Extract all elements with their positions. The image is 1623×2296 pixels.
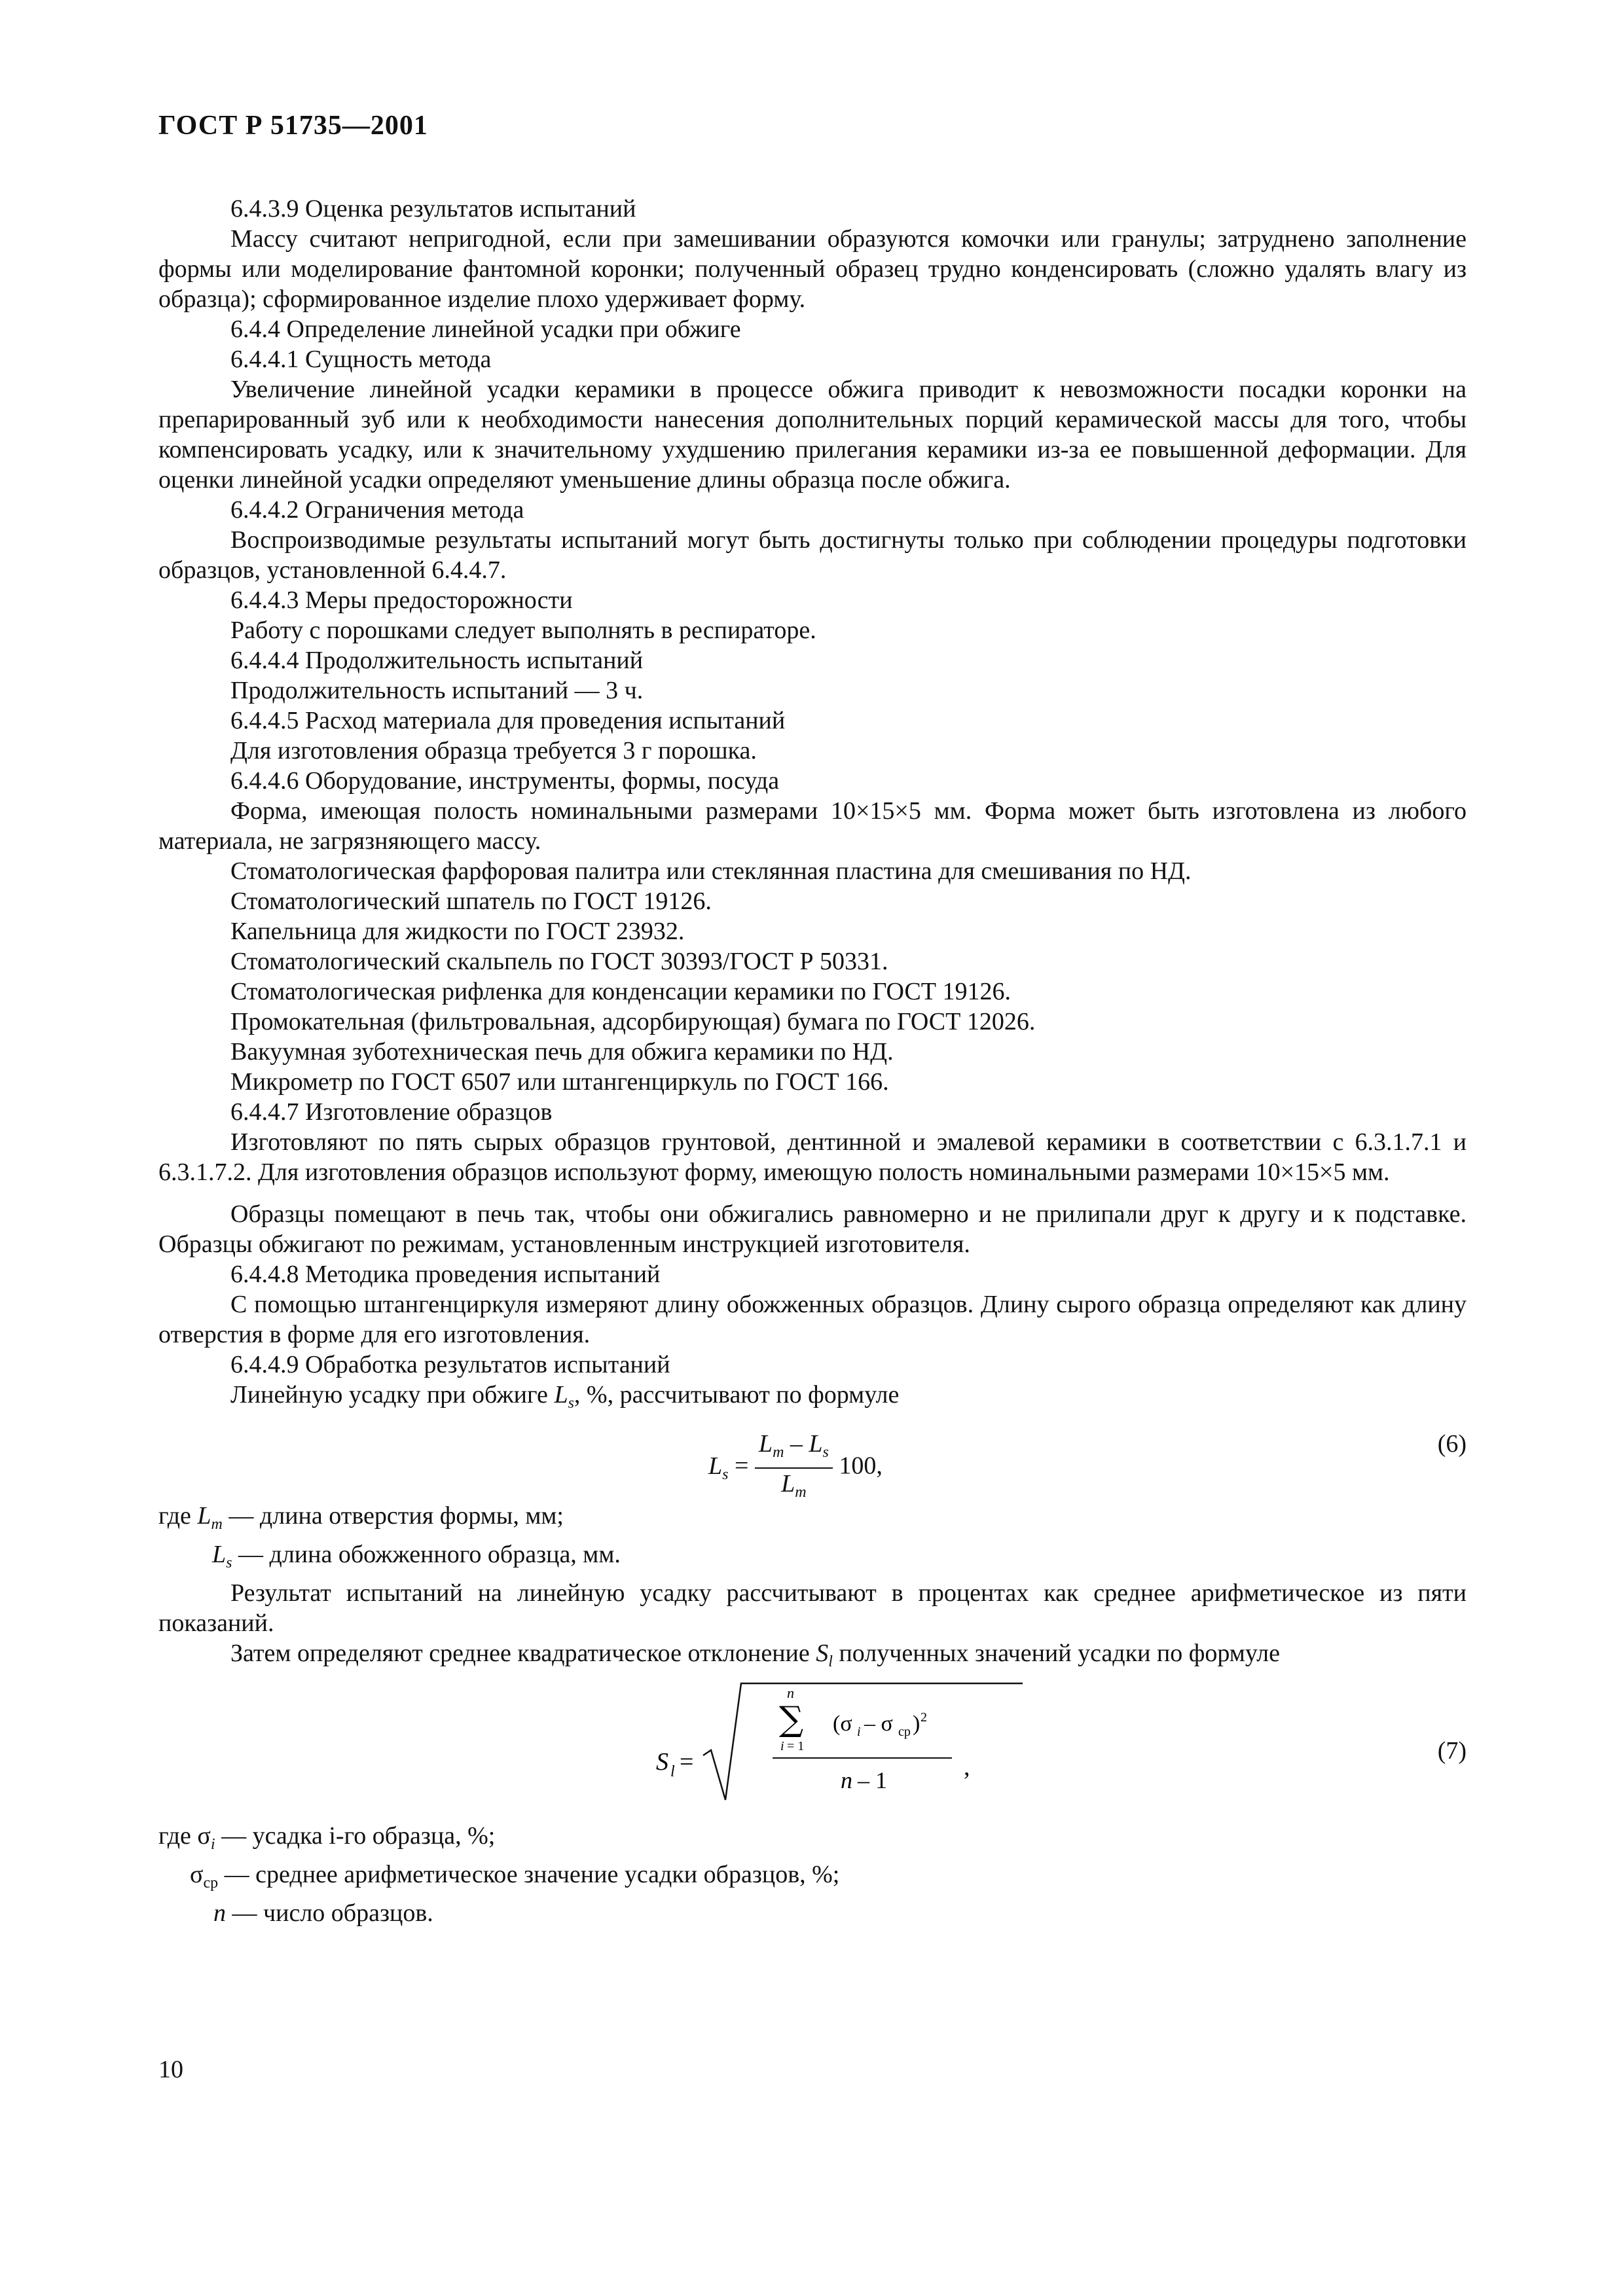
svg-text:2: 2 (921, 1710, 927, 1725)
section-heading: 6.4.4.9 Обработка результатов испытаний (230, 1351, 670, 1378)
paragraph: Результат испытаний на линейную усадку рассчитывают в процентах как среднее арифметическое из пяти показаний. (158, 1579, 1467, 1637)
where-line: где $\sigma_i$ — усадка i-го образца, %; (158, 1822, 496, 1853)
svg-text:(σ: (σ (833, 1712, 852, 1736)
list-item: Стоматологическая фарфоровая палитра или стеклянная пластина для смешивания по НД. (230, 857, 1192, 885)
svg-text:n: n (787, 1685, 794, 1701)
paragraph: Образцы помещают в печь так, чтобы они обжигались равномерно и не прилипали друг к другу и к подставке. Образцы обжигают по режимам, установленным инструкцией изготовителя. (158, 1200, 1467, 1258)
section-heading: 6.4.4.6 Оборудование, инструменты, формы, посуда (230, 767, 780, 795)
list-item: Капельница для жидкости по ГОСТ 23932. (230, 918, 685, 945)
paragraph: Для изготовления образца требуется 3 г порошка. (230, 737, 757, 764)
svg-text:– 1: – 1 (858, 1767, 887, 1793)
svg-text:): ) (913, 1712, 921, 1736)
paragraph: Изготовляют по пять сырых образцов грунтовой, дентинной и эмалевой керамики в соответствии с 6.3.1.7.1 и 6.3.1.7.2. Для изготовления образцов используют форму, имеющую полость номинальными размерами 10×15×5 мм. (158, 1128, 1467, 1186)
svg-text:S: S (656, 1748, 668, 1776)
svg-text:ср: ср (898, 1725, 911, 1739)
page-number: 10 (158, 2056, 183, 2083)
paragraph: Увеличение линейной усадки керамики в процессе обжига приводит к невозможности посадки коронки на препарированный зуб или к необходимости нанесения дополнительных порций керамической массы для того, чтобы компенсировать усадку, или к значительному ухудшению прилегания керамики из-за ее повышенной деформации. Для оценки линейной усадки определяют уменьшение длины образца после обжига. (158, 376, 1467, 493)
section-heading: 6.4.3.9 Оценка результатов испытаний (230, 195, 636, 223)
sqrt-formula-graphic (656, 1677, 1023, 1814)
formula-6: $L_s$ = $\frac{L_m - L_s}{L_m}$ 100, (6) (708, 1430, 1467, 1501)
svg-text:i: i (780, 1739, 784, 1753)
section-heading: 6.4.4.2 Ограничения метода (230, 496, 524, 524)
svg-text:n: n (841, 1767, 852, 1793)
main-text (158, 194, 1467, 1928)
list-item: Промокательная (фильтровальная, адсорбирующая) бумага по ГОСТ 12026. (230, 1008, 1036, 1035)
paragraph: С помощью штангенциркуля измеряют длину обожженных образцов. Длину сырого образца определяют как длину отверстия в форме для его изготовления. (158, 1291, 1467, 1348)
paragraph: Массу считают непригодной, если при замешивании образуются комочки или гранулы; затруднено заполнение формы или моделирование фантомной коронки; полученный образец трудно конденсировать (сложно удалять влагу из образца); сформированное изделие плохо удерживает форму. (158, 225, 1467, 313)
svg-text:=: = (680, 1748, 694, 1776)
list-item: Вакуумная зуботехническая печь для обжига керамики по НД. (230, 1038, 894, 1066)
list-item: Стоматологическая рифленка для конденсации керамики по ГОСТ 19126. (230, 978, 1011, 1005)
section-heading: 6.4.4.1 Сущность метода (230, 346, 492, 373)
svg-text:,: , (964, 1753, 970, 1781)
list-item: Стоматологический скальпель по ГОСТ 30393/ГОСТ Р 50331. (230, 948, 888, 975)
svg-text:∑: ∑ (779, 1700, 804, 1739)
svg-text:= 1: = 1 (787, 1739, 805, 1753)
where-line: $L_s$ — длина обожженного образца, мм. (212, 1541, 621, 1571)
where-line: $\sigma_{ср}$ — среднее арифметическое значение усадки образцов, %; (190, 1861, 840, 1892)
svg-text:– σ: – σ (864, 1712, 893, 1736)
section-heading: 6.4.4.4 Продолжительность испытаний (230, 647, 644, 674)
section-heading: 6.4.4.3 Меры предосторожности (230, 586, 573, 614)
section-heading: 6.4.4.8 Методика проведения испытаний (230, 1261, 661, 1288)
document-header: ГОСТ Р 51735—2001 (158, 111, 428, 141)
section-heading: 6.4.4.5 Расход материала для проведения испытаний (230, 707, 786, 734)
paragraph: Воспроизводимые результаты испытаний могут быть достигнуты только при соблюдении процедуры подготовки образцов, установленной 6.4.4.7. (158, 526, 1467, 584)
where-line: n — число образцов. (213, 1899, 433, 1927)
formula-7 (158, 1677, 1467, 1814)
paragraph: Затем определяют среднее квадратическое отклонение $S_l$ полученных значений усадки по формуле (230, 1640, 1281, 1670)
equation-number: (7) (1437, 1737, 1467, 1765)
section-heading: 6.4.4.7 Изготовление образцов (230, 1098, 553, 1126)
paragraph: Линейную усадку при обжиге $L_s$, %, рассчитывают по формуле (230, 1381, 900, 1412)
svg-text:i: i (857, 1725, 861, 1739)
svg-text:l: l (670, 1763, 675, 1780)
paragraph: Форма, имеющая полость номинальными размерами 10×15×5 мм. Форма может быть изготовлена из любого материала, не загрязняющего массу. (158, 797, 1467, 855)
list-item: Микрометр по ГОСТ 6507 или штангенциркуль по ГОСТ 166. (230, 1068, 889, 1096)
equation-number: (6) (1437, 1430, 1467, 1458)
list-item: Стоматологический шпатель по ГОСТ 19126. (230, 888, 712, 915)
paragraph: Продолжительность испытаний — 3 ч. (230, 677, 644, 704)
paragraph: Работу с порошками следует выполнять в респираторе. (230, 617, 816, 644)
where-line: где $L_m$ — длина отверстия формы, мм; (158, 1502, 564, 1533)
section-heading: 6.4.4 Определение линейной усадки при обжиге (230, 315, 741, 343)
